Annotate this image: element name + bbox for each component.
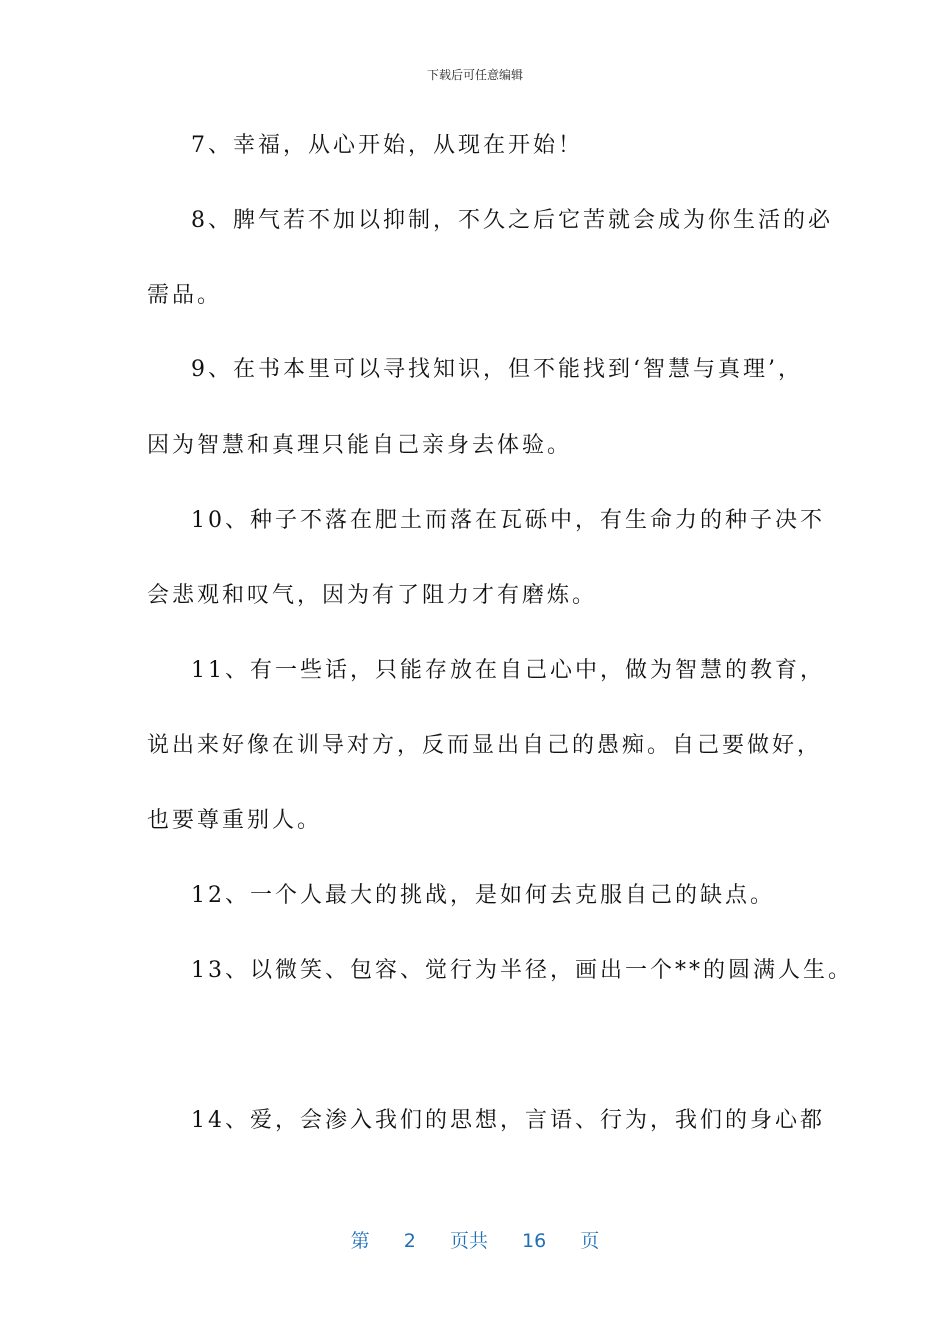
paragraph-line: 12、一个人最大的挑战，是如何去克服自己的缺点。 xyxy=(191,883,775,908)
paragraph-line: 说出来好像在训导对方，反而显出自己的愚痴。自己要做好， xyxy=(147,733,823,758)
paragraph-line: 因为智慧和真理只能自己亲身去体验。 xyxy=(147,433,573,458)
page-label-suffix: 页 xyxy=(580,1230,600,1252)
current-page-number: 2 xyxy=(403,1230,416,1252)
page-header: 下载后可任意编辑 xyxy=(426,68,523,82)
total-pages-number: 16 xyxy=(522,1230,547,1252)
paragraph-line: 会悲观和叹气，因为有了阻力才有磨炼。 xyxy=(147,583,598,608)
page-footer xyxy=(0,1226,950,1253)
page-label-prefix: 第 xyxy=(350,1230,370,1252)
paragraph-line: 需品。 xyxy=(147,283,223,308)
paragraph-line: 13、以微笑、包容、觉行为半径，画出一个**的圆满人生。 xyxy=(191,958,853,983)
paragraph-line: 11、有一些话，只能存放在自己心中，做为智慧的教育， xyxy=(191,658,825,683)
paragraph-line: 9、在书本里可以寻找知识，但不能找到‘智慧与真理’， xyxy=(191,357,803,382)
paragraph-line: 也要尊重别人。 xyxy=(147,808,323,833)
paragraph-line: 14、爱，会渗入我们的思想，言语、行为，我们的身心都 xyxy=(191,1108,825,1133)
paragraph-line: 8、脾气若不加以抑制，不久之后它苦就会成为你生活的必 xyxy=(191,208,833,233)
page-label-middle: 页共 xyxy=(449,1230,488,1252)
paragraph-line: 7、幸福，从心开始，从现在开始！ xyxy=(191,133,583,158)
paragraph-line: 10、种子不落在肥土而落在瓦砾中，有生命力的种子决不 xyxy=(191,508,825,533)
